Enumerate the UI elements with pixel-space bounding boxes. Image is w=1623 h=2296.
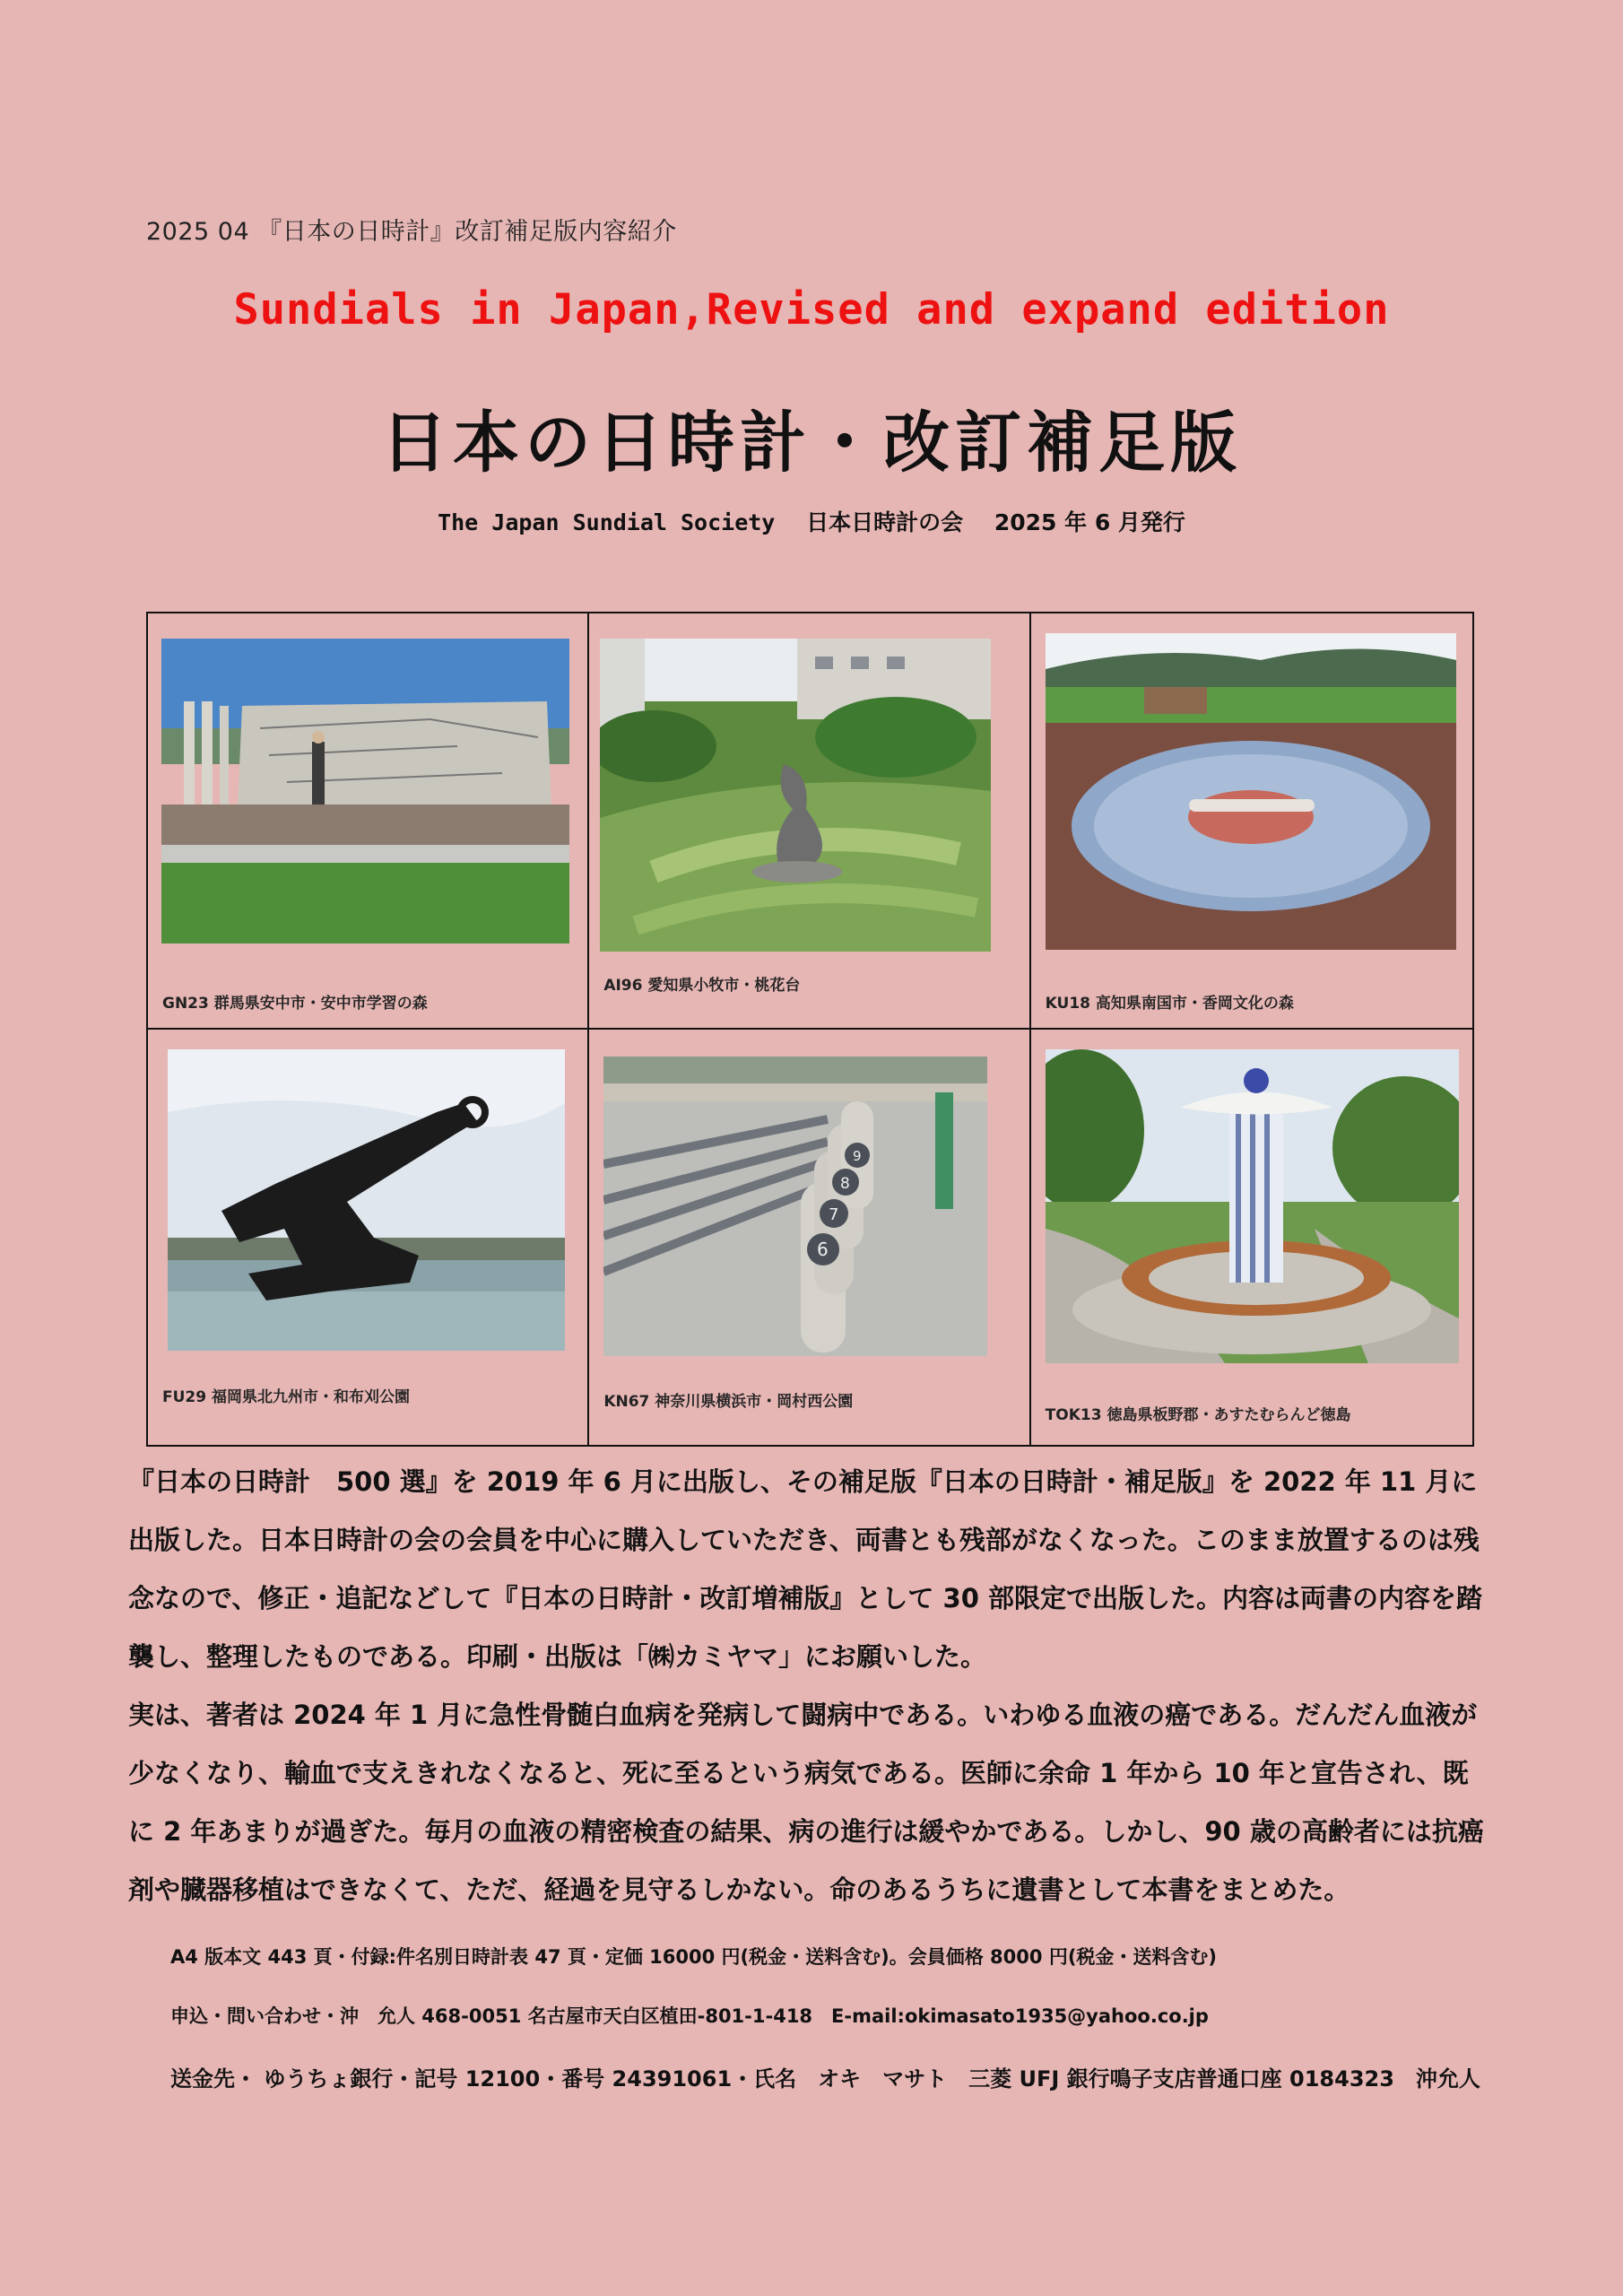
- society-name-ja: 日本日時計の会: [806, 509, 964, 535]
- anchor-sundial-photo: [168, 1049, 565, 1351]
- photo-cell-fu29: [148, 1030, 589, 1446]
- svg-text:6: 6: [817, 1238, 829, 1260]
- body-text: [128, 1453, 1491, 1919]
- subtitle: [0, 505, 1623, 537]
- svg-text:7: 7: [829, 1205, 839, 1224]
- photo-grid: [146, 612, 1474, 1447]
- photo-cell-tok13: [1031, 1030, 1472, 1446]
- svg-text:8: 8: [840, 1174, 851, 1193]
- contact-info: 申込・問い合わせ・沖 允人 468-0051 名古屋市天白区植田-801-1-418 E-mail:okimasato1935@yahoo.co.jp: [170, 2005, 1209, 2027]
- header-note: 2025 04 『日本の日時計』改訂補足版内容紹介: [146, 218, 677, 246]
- photo-caption: FU29 福岡県北九州市・和布刈公園: [162, 1387, 410, 1406]
- photo-caption: KU18 高知県南国市・香岡文化の森: [1045, 995, 1294, 1013]
- wall-sundial-photo: [161, 639, 569, 944]
- photo-cell-ai96: [589, 613, 1030, 1030]
- photo-cell-ku18: [1031, 613, 1472, 1030]
- svg-text:9: 9: [853, 1147, 862, 1164]
- column-sundial-photo: [1046, 1049, 1459, 1363]
- garden-sundial-photo: [600, 639, 991, 952]
- photo-caption: GN23 群馬県安中市・安中市学習の森: [162, 995, 428, 1013]
- publish-date: 2025 年 6 月発行: [994, 509, 1185, 535]
- japanese-title: 日本の日時計・改訂補足版: [381, 404, 1242, 482]
- english-title: Sundials in Japan,Revised and expand edition: [233, 285, 1390, 335]
- payment-info: 送金先・ ゆうちょ銀行・記号 12100・番号 24391061・氏名 オキ マサト 三菱 UFJ 銀行鳴子支店普通口座 0184323 沖允人: [170, 2066, 1480, 2092]
- photo-cell-kn67: [589, 1030, 1030, 1446]
- numbered-posts-photo: [603, 1057, 987, 1356]
- photo-caption: KN67 神奈川県横浜市・岡村西公園: [603, 1392, 854, 1411]
- society-name-en: The Japan Sundial Society: [438, 509, 776, 535]
- body-paragraph: 実は、著者は 2024 年 1 月に急性骨髄白血病を発病して闘病中である。いわゆる血液の癌である。だんだん血液が少なくなり、輸血で支えきれなくなると、死に至るという病気である。医師に余命 1 年から 10 年と宣告され、既に 2 年あまりが過ぎた。毎月の血液の精密検査の結果、病の進行は緩やかである。しかし、90 歳の高齢者には抗癌剤や臓器移植はできなくて、ただ、経過を見守るしかない。命のあるうちに遺書として本書をまとめた。: [128, 1700, 1484, 1905]
- price-info: A4 版本文 443 頁・付録:件名別日時計表 47 頁・定価 16000 円(税金・送料含む)。会員価格 8000 円(税金・送料含む): [170, 1946, 1218, 1968]
- mosaic-sundial-photo: [1046, 633, 1456, 950]
- body-paragraph: 『日本の日時計 500 選』を 2019 年 6 月に出版し、その補足版『日本の日時計・補足版』を 2022 年 11 月に出版した。日本日時計の会の会員を中心に購入していただき、両書とも残部がなくなった。このまま放置するのは残念なので、修正・追記などして『日本の日時計・改訂増補版』として 30 部限定で出版した。内容は両書の内容を踏襲し、整理したものである。印刷・出版は「㈱カミヤマ」にお願いした。: [128, 1466, 1482, 1672]
- photo-caption: AI96 愛知県小牧市・桃花台: [603, 977, 801, 995]
- photo-cell-gn23: [148, 613, 589, 1030]
- photo-caption: TOK13 徳島県板野郡・あすたむらんど徳島: [1045, 1405, 1351, 1424]
